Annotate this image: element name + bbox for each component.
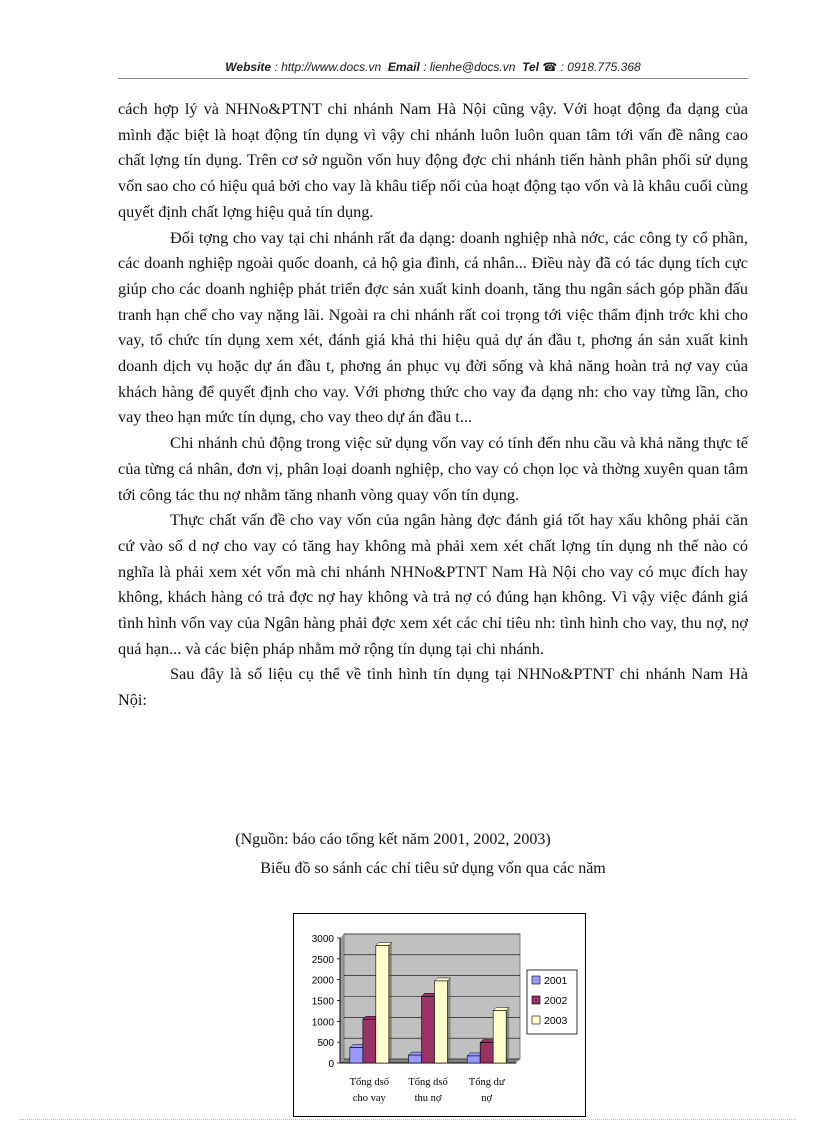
bar-2002 [480,1043,493,1063]
website-value[interactable]: : http://www.docs.vn [274,60,382,74]
category-label: Tổng dsố [408,1077,448,1088]
legend-label: 2001 [544,975,568,987]
tel-value: ☎ : 0918.775.368 [542,60,641,74]
bar-side [389,943,392,1064]
chart-caption: Biểu đồ so sánh các chỉ tiêu sử dụng vốn qua các năm [260,860,606,877]
source-note: (Nguồn: báo cáo tổng kết năm 2001, 2002, 2003) [235,831,551,848]
bar-side [448,978,451,1063]
website-label: Website [225,60,272,74]
email-label: Email [387,60,420,74]
legend-swatch-2001 [532,976,540,984]
paragraph-3: Chi nhánh chủ động trong việc sử dụng vốn vay có tính đến nhu cầu và khả năng thực tế của từng cá nhân, đơn vị, phân loại doanh nghiệp, cho vay có chọn lọc và thờng xuyên quan tâm tới công tác thu nợ nhằm tăng nhanh vòng quay vốn tín dụng. [118,433,748,504]
y-tick-label: 3000 [311,934,334,945]
category-label: thu nợ [414,1093,442,1104]
bar-top [376,943,392,946]
bar-2003 [493,1011,506,1064]
category-label: Tổng dsố [349,1077,390,1088]
bar-2001 [409,1055,422,1063]
bar-2003 [435,981,448,1063]
chart-caption-line [0,860,816,878]
bar-chart [293,913,586,1117]
legend-swatch-2003 [532,1016,540,1024]
footer-divider [20,1119,796,1120]
source-note-line [0,831,816,849]
y-tick-label: 2500 [311,954,334,966]
bar-2002 [422,996,435,1063]
bar-2001 [350,1048,363,1063]
tel-label: Tel [522,60,539,74]
paragraph-2: Đối tợng cho vay tại chi nhánh rất đa dạng: doanh nghiệp nhà nớc, các công ty cổ phần, các doanh nghiệp ngoài quốc doanh, cả hộ gia đình, cá nhân... Điều này đã có tác dụng tích cực giúp cho các doanh nghiệp phát triển đợc sản xuất kinh doanh, tăng thu ngân sách góp phần đấu tranh hạn chế cho vay nặng lãi. Ngoài ra chi nhánh rất coi trọng tới việc thẩm định trớc khi cho vay, tổ chức tín dụng xem xét, đánh giá khả thi hiệu quả dự án đầu t, phơng án sản xuất kinh doanh dịch vụ hoặc dự án đầu t, phơng án phục vụ đời sống và khả năng hoàn trả nợ vay của khách hàng để quyết định cho vay. Với phơng thức cho vay đa dạng nh: cho vay từng lần, cho vay theo hạn mức tín dụng, cho vay theo dự án đầu t... [118,227,748,427]
bar-2003 [376,946,389,1064]
bar-2002 [363,1019,376,1063]
category-label: cho vay [352,1093,386,1104]
y-tick-label: 1000 [311,1017,334,1029]
paragraph-4: Thực chất vấn đề cho vay vốn của ngân hàng đợc đánh giá tốt hay xấu không phải căn cứ vào số d nợ cho vay có tăng hay không mà phải xem xét chất lợng tín dụng nh thế nào có nghĩa là phải xem xét vốn mà chi nhánh NHNo&PTNT Nam Hà Nội cho vay có mục đích hay không, khách hàng có trả đợc nợ hay không và trả nợ có đúng hạn không. Vì vậy việc đánh giá tình hình vốn vay của Ngân hàng phải đợc xem xét các chỉ tiêu nh: tình hình cho vay, thu nợ, nợ quá hạn... và các biện pháp nhằm mở rộng tín dụng tại chi nhánh. [118,510,748,658]
bar-top [435,978,451,981]
plot-side-wall [340,934,344,1063]
paragraph-5: Sau đây là số liệu cụ thể về tình hình tín dụng tại NHNo&PTNT chi nhánh Nam Hà Nội: [118,664,748,710]
bar-2001 [467,1056,480,1063]
paragraph-1: cách hợp lý và NHNo&PTNT chi nhánh Nam Hà Nội cũng vậy. Với hoạt động đa dạng của mình đặc biệt là hoạt động tín dụng vì vậy chi nhánh luôn luôn quan tâm tới vấn đề nâng cao chất lợng tín dụng. Trên cơ sở nguồn vốn huy động đợc chi nhánh tiến hành phân phối sử dụng vốn sao cho có hiệu quả bởi cho vay là khâu tiếp nối của hoạt động tạo vốn và là khâu cuối cùng quyết định chất lợng hiệu quả tín dụng. [118,99,748,221]
email-value[interactable]: : lienhe@docs.vn [423,60,516,74]
legend-label: 2003 [544,1015,568,1027]
legend-swatch-2002 [532,996,540,1004]
bar-side [506,1008,509,1064]
y-tick-label: 1500 [311,996,334,1008]
bar-top [493,1008,509,1011]
legend-label: 2002 [544,995,568,1007]
category-label: Tổng dư [468,1077,505,1088]
category-label: nợ [481,1093,493,1104]
bar-chart-svg [294,914,585,1116]
y-tick-label: 2000 [311,975,334,987]
y-tick-label: 0 [328,1059,334,1070]
body-text [118,96,748,713]
header-divider [118,78,748,79]
page-header [118,60,748,74]
y-tick-label: 500 [317,1038,334,1050]
